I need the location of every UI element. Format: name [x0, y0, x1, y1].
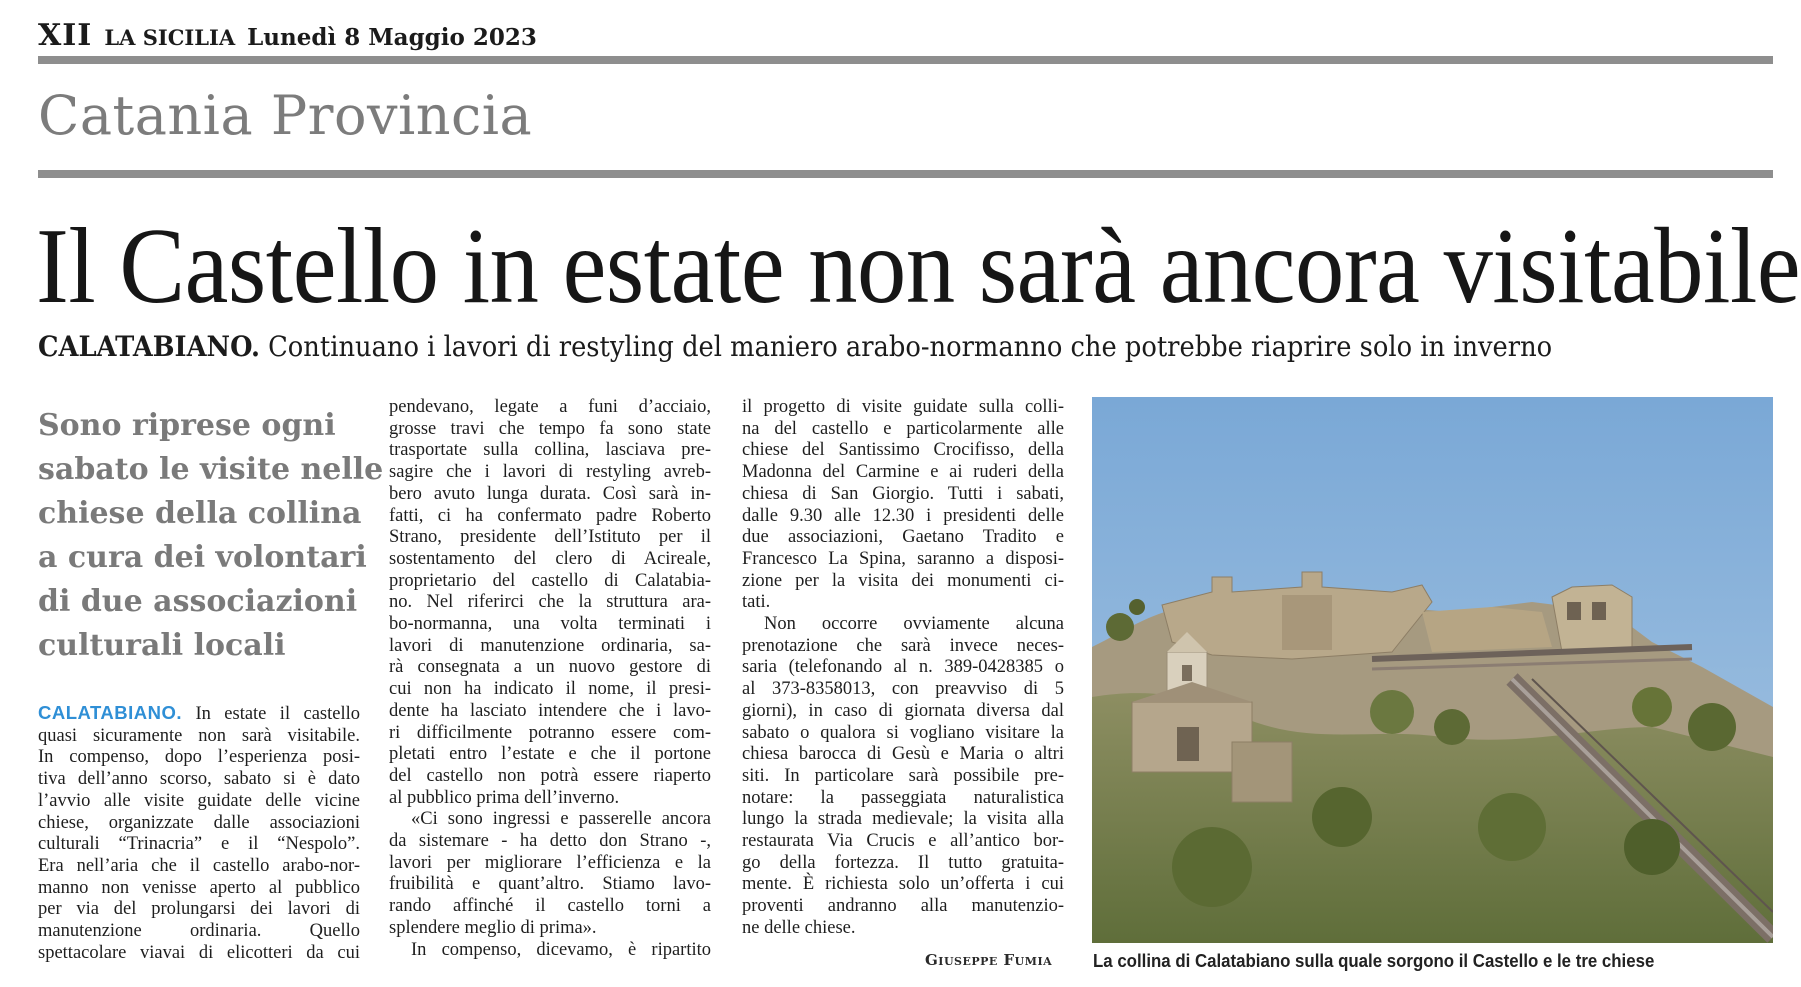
page-number: XII	[38, 18, 93, 53]
subhead-place: CALATABIANO.	[38, 330, 260, 363]
article-line: ne delle chiese.	[742, 917, 856, 938]
article-line: no. Nel riferirci che la struttura ara-	[389, 592, 711, 613]
article-line: pletati entro l’estate e che il portone	[389, 744, 711, 765]
article-line-text: In estate il castello	[182, 704, 360, 724]
subhead	[38, 330, 1552, 364]
article-line: il progetto di visite guidate sulla colli-	[742, 397, 1064, 417]
article-line: restaurata Via Crucis e all’antico bor-	[742, 831, 1064, 852]
section-rule	[38, 170, 1773, 178]
article-line: trasportate sulla collina, lasciava pre-	[389, 440, 711, 461]
top-rule	[38, 56, 1773, 64]
article-line: al 373-8358013, con preavviso di 5	[742, 679, 1064, 700]
article-column-3	[742, 397, 1064, 940]
article-line: rando affinché il castello torni a	[389, 896, 711, 917]
article-line: pendevano, legate a funi d’acciaio,	[389, 397, 711, 417]
article-line: al pubblico prima dell’inverno.	[389, 787, 620, 808]
article-line: per via del prolungarsi dei lavori di	[38, 899, 360, 920]
article-line: lavori di manutenzione ordinaria, sa-	[389, 635, 711, 656]
article-line: fruibilità e quant’altro. Stiamo lavo-	[389, 874, 711, 895]
article-line: ri difficilmente potranno essere com-	[389, 722, 711, 743]
article-line	[38, 702, 360, 726]
article-line: prenotazione che sarà invece neces-	[742, 635, 1064, 656]
article-line: notare: la passeggiata naturalistica	[742, 787, 1064, 808]
standfirst-line: culturali locali	[38, 628, 286, 663]
article-line: cui non ha indicato il nome, il presi-	[389, 679, 711, 700]
article-line: del castello non potrà essere riaperto	[389, 765, 711, 786]
article-line: sostentamento del clero di Acireale,	[389, 548, 711, 569]
standfirst	[38, 404, 384, 668]
article-line: splendere meglio di prima».	[389, 917, 597, 938]
article-line: rà consegnata a un nuovo gestore di	[389, 657, 711, 678]
article-line: dente ha lasciato intendere che i lavo-	[389, 700, 711, 721]
article-line: due associazioni, Gaetano Tradito e	[742, 527, 1064, 548]
headline: Il Castello in estate non sarà ancora visitabile	[36, 207, 1801, 326]
castle-hill-illustration	[1092, 397, 1773, 943]
masthead	[38, 18, 537, 54]
article-line: manno non venisse aperto al pubblico	[38, 877, 360, 898]
article-line: dalle 9.30 alle 12.30 i presidenti delle	[742, 505, 1064, 526]
article-line: da sistemare - ha detto don Strano -,	[389, 831, 711, 852]
standfirst-line: sabato le visite nelle	[38, 452, 384, 487]
article-line: sabato o qualora si vogliano visitare la	[742, 722, 1064, 743]
article-line: na del castello e particolarmente alle	[742, 418, 1064, 439]
article-line: go della fortezza. Il tutto gratuita-	[742, 852, 1064, 873]
photo-caption: La collina di Calatabiano sulla quale sorgono il Castello e le tre chiese	[1093, 950, 1655, 971]
article-column-1	[38, 702, 360, 964]
standfirst-line: di due associazioni	[38, 584, 358, 619]
article-line: quasi sicuramente non sarà visitabile.	[38, 725, 360, 746]
article-line: lungo la strada medievale; la visita alla	[742, 809, 1064, 830]
article-line: «Ci sono ingressi e passerelle ancora	[411, 809, 711, 830]
article-line: proventi andranno alla manutenzio-	[742, 896, 1064, 917]
article-line: saria (telefonando al n. 389-0428385 o	[742, 657, 1064, 678]
article-line: In compenso, dopo l’esperienza posi-	[38, 747, 360, 768]
byline: Giuseppe Fumia	[925, 951, 1053, 969]
article-line: siti. In particolare sarà possibile pre-	[742, 765, 1064, 786]
article-line: tiva dell’anno scorso, sabato si è dato	[38, 769, 360, 790]
article-line: spettacolare viavai di elicotteri da cui	[38, 942, 360, 963]
article-line: mente. È richiesta solo un’offerta i cui	[742, 874, 1064, 895]
subhead-text: Continuano i lavori di restyling del maniero arabo-normanno che potrebbe riaprire solo in inverno	[259, 330, 1553, 363]
article-line: Non occorre ovviamente alcuna	[764, 614, 1064, 635]
article-line: manutenzione ordinaria. Quello	[38, 921, 360, 942]
article-column-2	[389, 397, 711, 961]
article-line: bero avuto lunga durata. Così sarà in-	[389, 483, 711, 504]
issue-date: Lunedì 8 Maggio 2023	[247, 24, 537, 51]
standfirst-line: Sono riprese ogni	[38, 408, 336, 443]
article-line: lavori per migliorare l’efficienza e la	[389, 852, 711, 873]
article-line: tati.	[742, 592, 771, 613]
article-line: chiesa barocca di Gesù e Maria o altri	[742, 744, 1064, 765]
article-line: zione per la visita dei monumenti ci-	[742, 570, 1064, 591]
castle-photo	[1092, 397, 1773, 943]
article-line: Francesco La Spina, saranno a disposi-	[742, 548, 1064, 569]
article-line: l’avvio alle visite guidate delle vicine	[38, 790, 360, 811]
article-line: culturali “Trinacria” e il “Nespolo”.	[38, 834, 360, 855]
article-line: giorni), in caso di giornata diversa dal	[742, 700, 1064, 721]
article-kicker: CALATABIANO.	[38, 702, 183, 723]
article-line: chiesa di San Giorgio. Tutti i sabati,	[742, 483, 1064, 504]
article-line: grosse travi che tempo fa sono state	[389, 418, 711, 439]
article-line: bo-normanna, una volta terminati i	[389, 614, 711, 635]
article-line: Madonna del Carmine e ai ruderi della	[742, 462, 1064, 483]
article-line: proprietario del castello di Calatabia-	[389, 570, 711, 591]
article-line: chiese del Santissimo Crocifisso, della	[742, 440, 1064, 461]
newspaper-name: LA SICILIA	[104, 25, 236, 50]
standfirst-line: a cura dei volontari	[38, 540, 367, 575]
standfirst-line: chiese della collina	[38, 496, 362, 531]
article-line: Era nell’aria che il castello arabo-nor-	[38, 855, 360, 876]
article-line: fatti, ci ha confermato padre Roberto	[389, 505, 711, 526]
article-line: Strano, presidente dell’Istituto per il	[389, 527, 711, 548]
article-line: sagire che i lavori di restyling avreb-	[389, 462, 711, 483]
article-line: In compenso, dicevamo, è ripartito	[411, 939, 711, 960]
section-title: Catania Provincia	[38, 84, 533, 147]
article-line: chiese, organizzate dalle associazioni	[38, 812, 360, 833]
